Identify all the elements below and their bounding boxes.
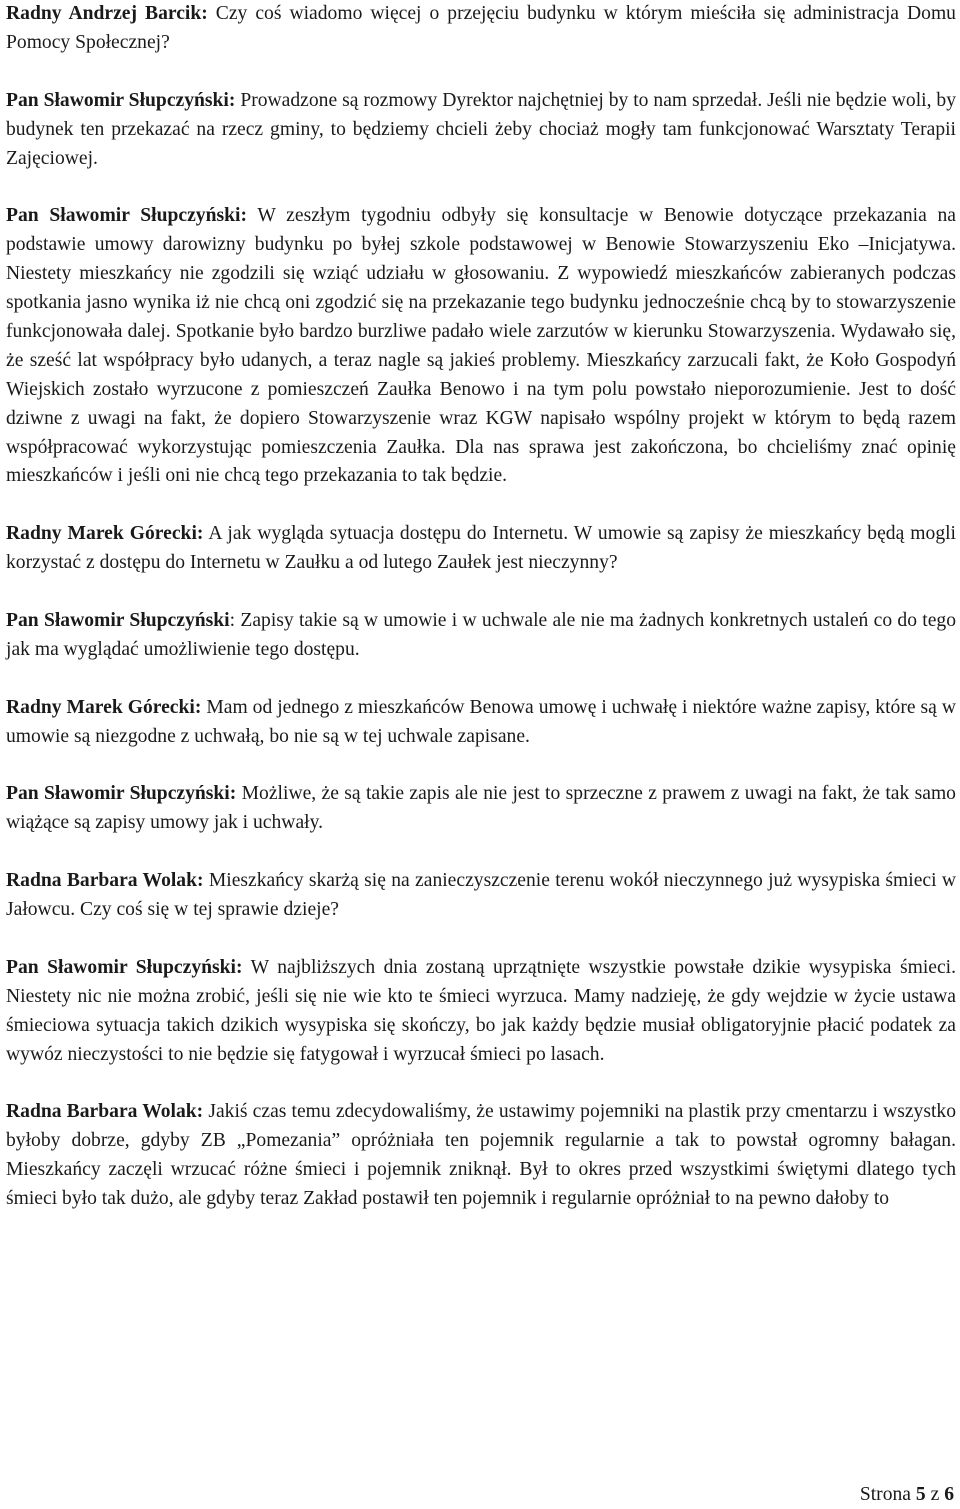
paragraph-text: : Zapisy takie są w umowie i w uchwale ale nie ma żadnych konkretnych ustaleń co do tego jak ma wyglądać umożliwienie tego dostępu.: [6, 609, 957, 660]
paragraph-slupczynski-4: [6, 780, 956, 838]
paragraph-text: Mam od jednego z mieszkańców Benowa umowę i uchwałę i niektóre ważne zapisy, które są w umowie są niezgodne z uchwałą, bo nie są w tej uchwale zapisane.: [6, 696, 956, 747]
paragraph-barcik-1: [6, 0, 956, 58]
paragraph-slupczynski-2: [6, 202, 956, 491]
speaker-name: Radny Marek Górecki:: [6, 696, 202, 718]
speaker-name: Pan Sławomir Słupczyński:: [6, 205, 247, 227]
speaker-name: Radny Andrzej Barcik:: [6, 3, 208, 24]
paragraph-text: Jakiś czas temu zdecydowaliśmy, że ustawimy pojemniki na plastik przy cmentarzu i wszystko byłoby dobrze, gdyby ZB „Pomezania” opróżniała ten pojemnik regularnie a tak to powstał ogromny bałagan. Mieszkańcy zaczęli wrzucać różne śmieci i pojemnik zniknął. Był to okres przed wszystkimi świętymi dlatego tych śmieci było tak dużo, ale gdyby teraz Zakład postawił ten pojemnik i regularnie opróżniał to na pewno dałoby to: [6, 1101, 957, 1210]
footer-total-pages: 6: [944, 1484, 954, 1505]
speaker-name: Radna Barbara Wolak:: [6, 870, 204, 892]
paragraph-slupczynski-5: [6, 954, 956, 1070]
paragraph-text: W zeszłym tygodniu odbyły się konsultacje w Benowie dotyczące przekazania na podstawie umowy darowizny budynku po byłej szkole podstawowej w Benowie Stowarzyszeniu Eko –Inicjatywa. Niestety mieszkańcy nie zgodzili się wziąć udziału w głosowaniu. Z wypowiedź mieszkańców zabieranych podczas spotkania jasno wynika iż nie chcą oni zgodzić się na przekazanie tego budynku jednocześnie chcą by to stowarzyszenie funkcjonowała dalej. Spotkanie było bardzo burzliwe padało wiele zarzutów w kierunku Stowarzyszenia. Wydawało się, że sześć lat współpracy było udanych, a teraz nagle są jakieś problemy. Mieszkańcy zarzucali fakt, że Koło Gospodyń Wiejskich zostało wyrzucone z pomieszczeń Zaułka Benowo i na tym polu powstało nieporozumienie. Jest to dość dziwne z uwagi na fakt, że dopiero Stowarzyszenie wraz KGW napisało wspólny projekt w którym to będą razem współpracować wykorzystując pomieszczenia Zaułka. Dla nas sprawa jest zakończona, bo chcieliśmy znać opinię mieszkańców i jeśli oni nie chcą tego przekazania to tak będzie.: [6, 205, 956, 487]
speaker-name: Pan Sławomir Słupczyński:: [6, 956, 243, 978]
paragraph-text: W najbliższych dnia zostaną uprzątnięte wszystkie powstałe dzikie wysypiska śmieci. Niestety nic nie można zrobić, jeśli się nie wie kto te śmieci wyrzuca. Mamy nadzieję, że gdy wejdzie w życie ustawa śmieciowa sytuacja takich dzikich wysypiska się skończy, bo jak każdy będzie musiał obligatoryjnie płacić podatek za wywóz nieczystości to nie będzie się fatygował i wyrzucał śmieci po lasach.: [6, 956, 956, 1065]
footer-current-page: 5: [915, 1484, 926, 1505]
speaker-name: Pan Sławomir Słupczyński:: [6, 783, 237, 805]
speaker-name: Radna Barbara Wolak:: [6, 1101, 204, 1123]
paragraph-slupczynski-1: [6, 87, 956, 174]
page-number-footer: [860, 1482, 954, 1508]
document-page: [6, 0, 956, 1214]
paragraph-text: Prowadzone są rozmowy Dyrektor najchętniej by to nam sprzedał. Jeśli nie będzie woli, by budynek ten przekazać na rzecz gminy, to będziemy chcieli żeby chociaż mogły tam funkcjonować Warsztaty Terapii Zajęciowej.: [6, 89, 957, 169]
paragraph-wolak-2: [6, 1098, 956, 1214]
speaker-name: Radny Marek Górecki:: [6, 523, 204, 545]
paragraph-slupczynski-3: [6, 607, 956, 665]
paragraph-gorecki-1: [6, 520, 956, 578]
speaker-name: Pan Sławomir Słupczyński:: [6, 89, 236, 111]
footer-prefix: Strona: [859, 1484, 916, 1505]
paragraph-wolak-1: [6, 867, 956, 925]
paragraph-text: Mieszkańcy skarżą się na zanieczyszczenie terenu wokół nieczynnego już wysypiska śmieci w Jałowcu. Czy coś się w tej sprawie dzieje?: [6, 870, 957, 920]
paragraph-text: Czy coś wiadomo więcej o przejęciu budynku w którym mieściła się administracja Domu Pomocy Społecznej?: [6, 3, 956, 53]
footer-middle: z: [925, 1484, 945, 1505]
paragraph-gorecki-2: [6, 694, 956, 752]
paragraph-text: A jak wygląda sytuacja dostępu do Internetu. W umowie są zapisy że mieszkańcy będą mogli korzystać z dostępu do Internetu w Zaułku a od lutego Zaułek jest nieczynny?: [6, 523, 956, 574]
speaker-name: Pan Sławomir Słupczyński: [6, 609, 230, 631]
paragraph-text: Możliwe, że są takie zapis ale nie jest to sprzeczne z prawem z uwagi na fakt, że tak samo wiążące są zapisy umowy jak i uchwały.: [6, 783, 956, 834]
